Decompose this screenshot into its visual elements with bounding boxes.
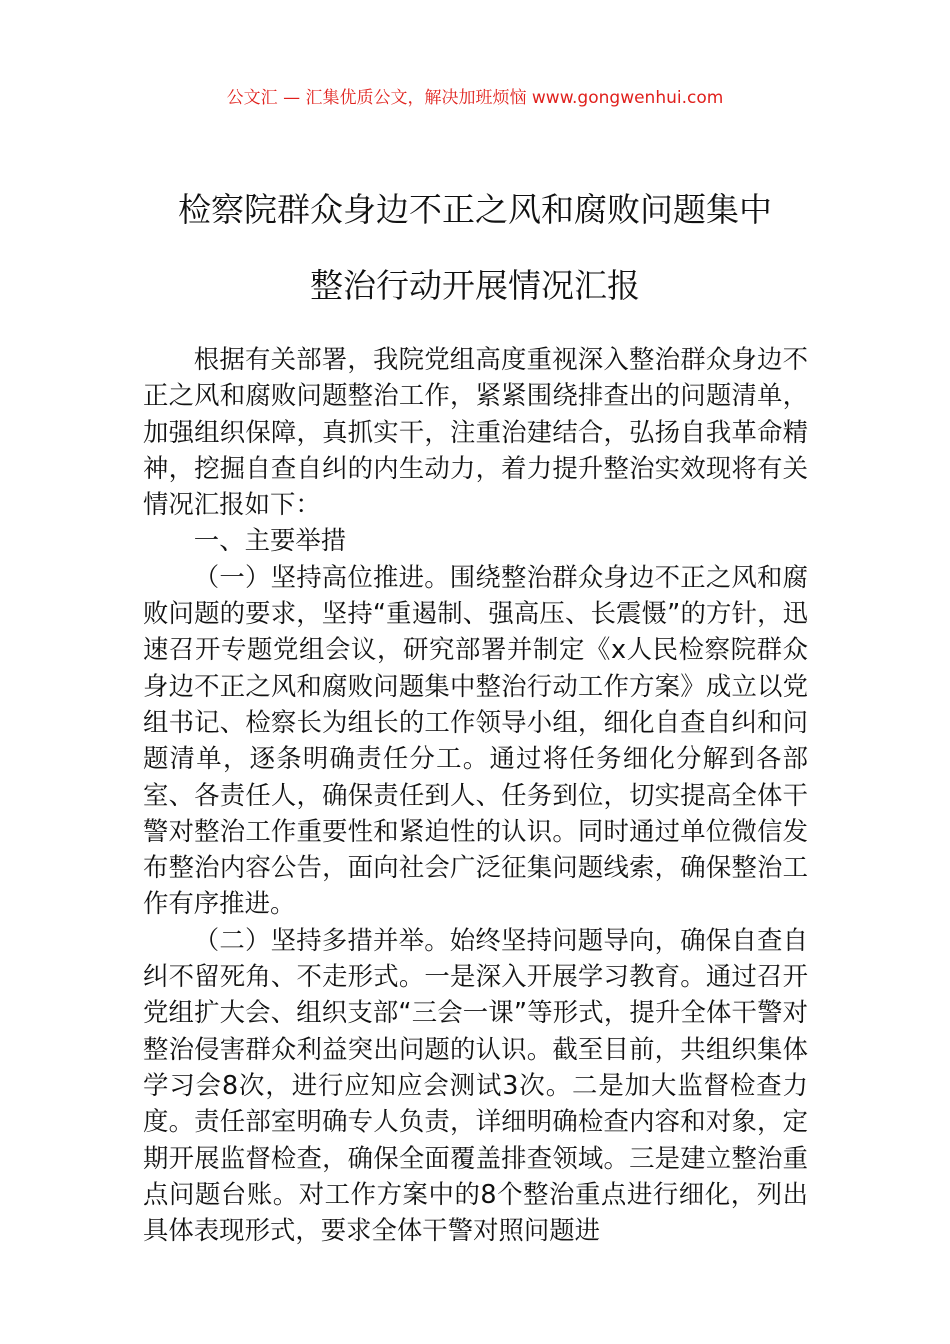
paragraph-intro: 根据有关部署，我院党组高度重视深入整治群众身边不正之风和腐败问题整治工作，紧紧围绕排查出的问题清单，加强组织保障，真抓实干，注重治建结合，弘扬自我革命精神，挖掘自查自纠的内生动力，着力提升整治实效现将有关情况汇报如下： — [143, 344, 808, 520]
paragraph-measure-1: （一）坚持高位推进。围绕整治群众身边不正之风和腐败问题的要求，坚持“重遏制、强高压、长震慑”的方针，迅速召开专题党组会议，研究部署并制定《x人民检察院群众身边不正之风和腐败问题集中整治行动工作方案》成立以党组书记、检察长为组长的工作领导小组，细化自查自纠和问题清单，逐条明确责任分工。通过将任务细化分解到各部室、各责任人，确保责任到人、任务到位，切实提高全体干警对整治工作重要性和紧迫性的认识。同时通过单位微信发布整治内容公告，面向社会广泛征集问题线索，确保整治工作有序推进。 — [143, 561, 808, 919]
document-title — [100, 172, 850, 324]
paragraph-measure-2: （二）坚持多措并举。始终坚持问题导向，确保自查自纠不留死角、不走形式。一是深入开展学习教育。通过召开党组扩大会、组织支部“三会一课”等形式，提升全体干警对整治侵害群众利益突出问题的认识。截至目前，共组织集体学习会8次，进行应知应会测试3次。二是加大监督检查力度。责任部室明确专人负责，详细明确检查内容和对象，定期开展监督检查，确保全面覆盖排查领域。三是建立整治重点问题台账。对工作方案中的8个整治重点进行细化，列出具体表现形式，要求全体干警对照问题进 — [143, 924, 808, 1246]
document-body — [143, 341, 808, 1248]
document-title-line-1: 检察院群众身边不正之风和腐败问题集中 — [178, 190, 772, 229]
section-heading-main-measures: 一、主要举措 — [193, 525, 347, 556]
header-banner: 公文汇 — 汇集优质公文，解决加班烦恼 www.gongwenhui.com — [226, 88, 724, 108]
document-title-line-2: 整治行动开展情况汇报 — [310, 266, 640, 305]
